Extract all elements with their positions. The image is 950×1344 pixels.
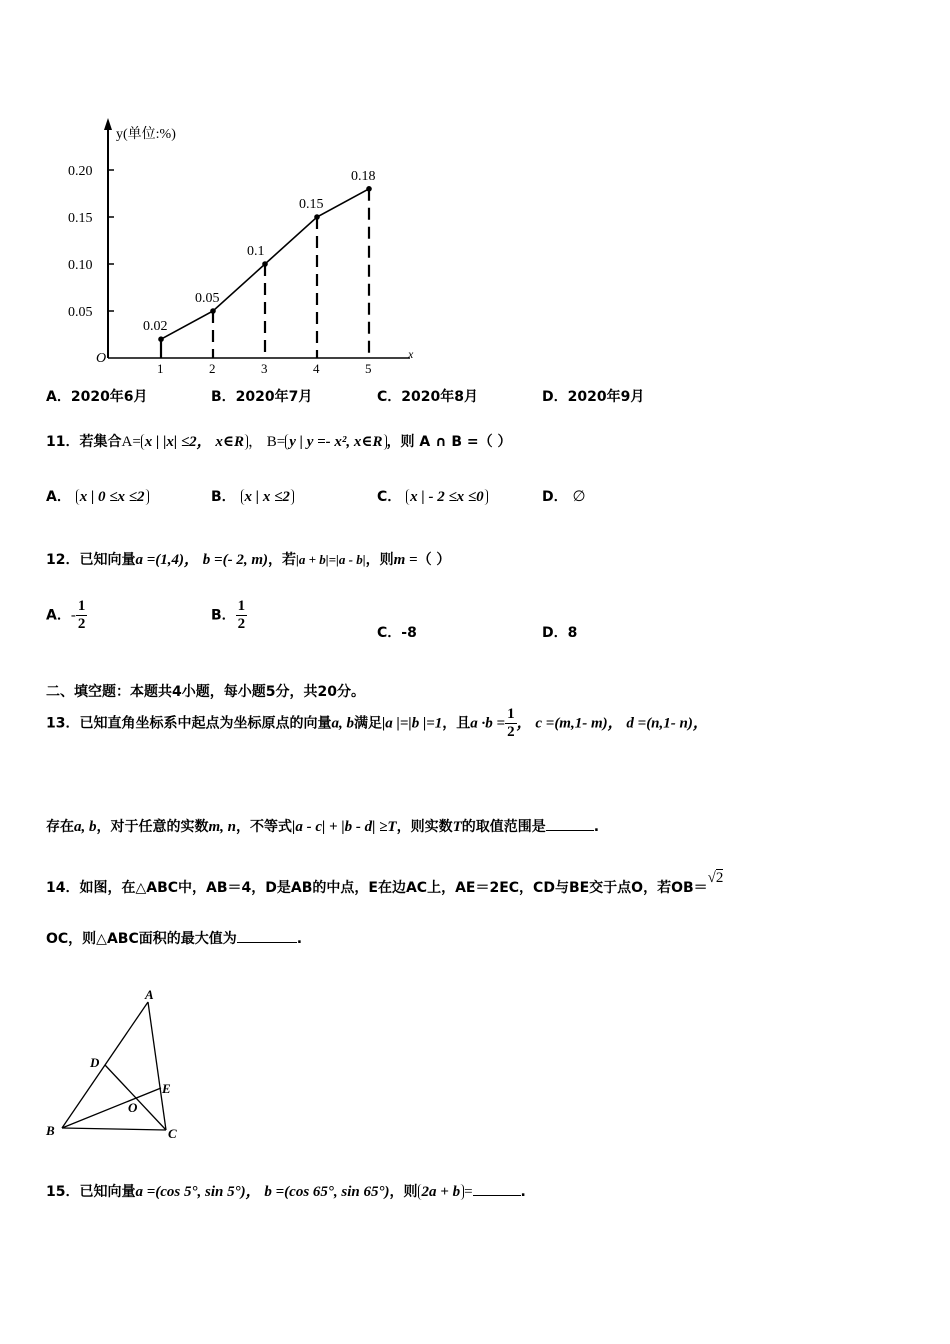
answer-blank (546, 830, 594, 831)
label-D: D (90, 1055, 100, 1070)
y-tick-label: 0.05 (68, 305, 93, 320)
question-11: 11．若集合A= x | |x| ≤2， x∈R ， B= y | y =- x², x∈R ，则 A ∩ B =（ ） (46, 434, 512, 450)
answer-blank (473, 1195, 521, 1196)
label-C: C (168, 1126, 177, 1141)
y-tick-label: 0.20 (68, 164, 93, 179)
q11-option-d: D． ∅ (542, 489, 586, 505)
q11-option-a: A． x | 0 ≤x ≤2 (46, 486, 149, 506)
data-point (366, 186, 372, 192)
y-tick-label: 0.10 (68, 258, 93, 273)
question-13-line2: 存在a, b，对于任意的实数m, n，不等式|a - c| + |b - d| ≥T，则实数T的取值范围是 . (46, 819, 600, 835)
y-tick-label: 0.15 (68, 211, 93, 226)
line-chart (60, 110, 430, 375)
data-label: 0.15 (299, 197, 324, 212)
side-BC (62, 1128, 166, 1130)
label-B: B (46, 1123, 55, 1138)
x-tick-label: 2 (209, 361, 216, 375)
question-12: 12．已知向量a =(1,4)， b =(- 2, m)，若|a + b|=|a - b|，则m =（ ） (46, 552, 451, 568)
q12-option-b: B． $\frac{1}{2}$ (211, 598, 246, 632)
data-label: 0.18 (351, 168, 376, 184)
question-15: 15．已知向量a =(cos 5°, sin 5°)， b =(cos 65°, sin 65°)，则 2a + b = . (46, 1184, 526, 1200)
data-point (314, 214, 320, 220)
q10-option-a: A．2020年6月 (46, 389, 148, 405)
label-A: A (145, 987, 154, 1002)
q10-option-d: D．2020年9月 (542, 389, 645, 405)
data-label: 0.1 (247, 244, 265, 259)
origin-label: O (96, 351, 107, 366)
question-14-line1: 14．如图，在△ABC中，AB＝4，D是AB的中点，E在边AC上，AE＝2EC，CD与BE交于点O，若OB＝√2 (46, 870, 724, 896)
label-O: O (128, 1100, 138, 1115)
q12-option-a: A．- $\frac{1}{2}$ (46, 598, 86, 632)
section-heading: 二、填空题：本题共4小题，每小题5分，共20分。 (46, 684, 365, 700)
x-axis-label: x (408, 347, 414, 361)
q12-option-d: D．8 (542, 625, 578, 641)
side-AC (148, 1002, 166, 1130)
y-axis (104, 118, 112, 358)
question-13-line1: 13．已知直角坐标系中起点为坐标原点的向量a, b满足|a |=|b |=1，且a ·b = $\frac{1}{2}$ ， c =(m,1- m)， d =(n,1- n)， (46, 706, 708, 740)
data-point (262, 261, 268, 267)
data-point (210, 308, 216, 314)
q11-option-c: C． x | - 2 ≤x ≤0 (377, 486, 488, 506)
y-axis-label: y(单位:%) (116, 127, 176, 142)
triangle-figure (40, 985, 190, 1145)
q12-option-c: C．-8 (377, 625, 417, 641)
q11-option-b: B． x | x ≤2 (211, 486, 294, 506)
q10-option-c: C．2020年8月 (377, 389, 478, 405)
x-tick-label: 1 (157, 361, 164, 375)
q10-option-b: B．2020年7月 (211, 389, 313, 405)
x-tick-label: 5 (365, 361, 372, 375)
question-14-line2: OC，则△ABC面积的最大值为 . (46, 931, 303, 947)
label-E: E (162, 1081, 171, 1096)
x-tick-label: 3 (261, 361, 268, 375)
answer-blank (237, 942, 297, 943)
segment-CD (105, 1065, 166, 1130)
data-label: 0.05 (195, 291, 220, 306)
data-point (158, 336, 164, 342)
data-label: 0.02 (143, 319, 168, 335)
x-tick-label: 4 (313, 361, 320, 375)
